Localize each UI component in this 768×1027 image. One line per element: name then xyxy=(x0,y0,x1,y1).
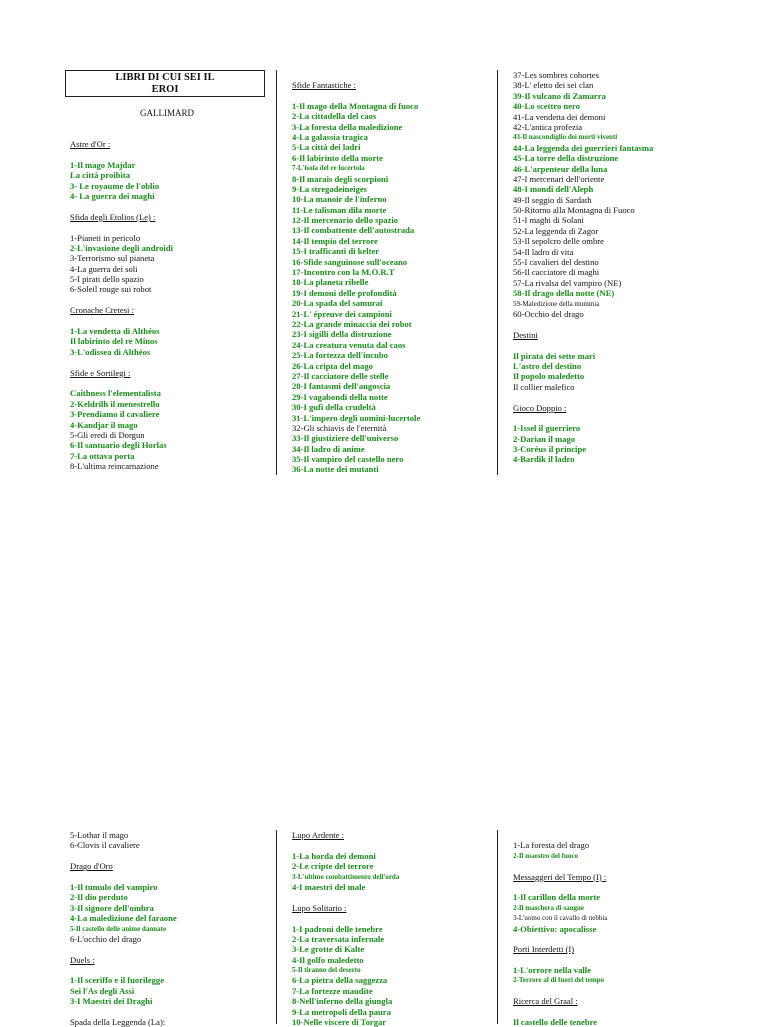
spacer xyxy=(70,295,173,305)
book-title: 2-Le cripte del terrore xyxy=(292,861,374,872)
book-title: 35-Il vampiro del castello nero xyxy=(292,454,404,465)
book-title: 2-Il maschera di sangue xyxy=(513,903,584,912)
book-title: 15-I trafficanti di kelter xyxy=(292,246,380,257)
series-heading: Messaggeri del Tempo (I) : xyxy=(513,871,607,882)
series-heading: Porti Interdetti (I) xyxy=(513,944,575,955)
book-title: 3-Terrorismo sul pianeta xyxy=(70,253,155,264)
spacer xyxy=(70,149,173,159)
book-title: 2-Darian il mago xyxy=(513,433,576,444)
bottom-column-2 xyxy=(292,830,399,1027)
spacer xyxy=(513,1007,607,1017)
book-title: 2-Keldrilh il menestrello xyxy=(70,398,160,409)
series-heading: Astre d'Or : xyxy=(70,139,111,149)
top-column-3 xyxy=(513,70,653,465)
spacer xyxy=(70,201,173,211)
spacer xyxy=(70,944,177,954)
book-title: 1-Issel il guerriero xyxy=(513,423,581,434)
book-title: 18-La planeta ribelle xyxy=(292,277,369,288)
book-title: 10-Nelle viscere di Torgar xyxy=(292,1017,387,1027)
publisher-name: GALLIMARD xyxy=(140,108,194,118)
book-title: 3-La foresta della maledizione xyxy=(292,121,403,132)
book-title: 32-Gli schiavis de l'eternità xyxy=(292,422,387,433)
book-title: 33-Il giustiziere dell'universo xyxy=(292,433,399,444)
book-title: 41-La vendetta dei demoni xyxy=(513,111,606,122)
book-title: 50-Ritorno alla Montagna di Fuoco xyxy=(513,205,635,216)
book-title: 38-L' eletto dei sei clan xyxy=(513,80,594,91)
book-title: 6-La pietra della saggezza xyxy=(292,975,388,986)
series-heading: Lupo Solitario : xyxy=(292,902,347,913)
spacer xyxy=(513,861,607,871)
bottom-column-3 xyxy=(513,830,607,1027)
book-title: 4-I maestri del male xyxy=(292,881,366,892)
book-title: 3-Le grotte di Kalte xyxy=(292,944,365,955)
series-heading: Destini xyxy=(513,329,538,340)
book-title: Il castello delle tenebre xyxy=(513,1017,598,1027)
book-title: 34-Il ladro di anime xyxy=(292,443,365,454)
series-heading: Duels : xyxy=(70,954,95,965)
book-title: Spada della Leggenda (La): xyxy=(70,1017,166,1027)
book-title: 19-I demoni delle profondità xyxy=(292,287,397,298)
book-title: 1-La horda dei demoni xyxy=(292,850,376,861)
book-title: 23-I sigilli della distruzione xyxy=(292,329,392,340)
column-divider xyxy=(497,830,498,1024)
spacer xyxy=(70,378,173,388)
series-heading: Sfide e Sortilegi : xyxy=(70,367,131,378)
book-title: 36-La notte dei mutanti xyxy=(292,464,379,475)
spacer xyxy=(513,392,653,402)
top-column-1 xyxy=(70,139,173,472)
book-title: 49-Il seggio di Sardath xyxy=(513,194,592,205)
spacer xyxy=(70,357,173,367)
book-title: 22-La grande minaccia dei robot xyxy=(292,318,412,329)
spacer xyxy=(513,882,607,892)
book-title: 6-Clovis il cavaliere xyxy=(70,840,140,851)
book-title: Il popolo maledetto xyxy=(513,371,585,382)
book-title: 2-La traversata infernale xyxy=(292,933,385,944)
book-title: 8-Nell'inferno della giungla xyxy=(292,996,393,1007)
book-title: 7-L'isola del re lucertola xyxy=(292,164,365,173)
book-title: 4-Kandjar il mago xyxy=(70,419,138,430)
book-title: 25-La fortezza dell'incubo xyxy=(292,350,388,361)
spacer xyxy=(513,934,607,944)
spacer xyxy=(292,892,399,902)
book-title: 16-Sfide sanguinose sull'oceano xyxy=(292,256,408,267)
book-title: 1-Il tumulo del vampiro xyxy=(70,881,158,892)
book-title: Il collier malefico xyxy=(513,381,575,392)
book-title: 26-La cripta del mago xyxy=(292,360,373,371)
series-heading: Ricerca del Graal : xyxy=(513,996,578,1007)
book-title: 3- Le royaume de l'oblio xyxy=(70,180,160,191)
book-title: 6-Il labirinto della morte xyxy=(292,152,383,163)
book-title: 31-L'impero degli uomini-lucertole xyxy=(292,412,421,423)
book-title: 58-Il drago della notte (NE) xyxy=(513,288,615,299)
spacer xyxy=(70,965,177,975)
book-title: 4-Obiettivo: apocalisse xyxy=(513,923,597,934)
series-heading: Cronache Cretesi : xyxy=(70,305,134,316)
book-title: 20-La spada del samurai xyxy=(292,298,383,309)
book-title: 7-La fortezze maudite xyxy=(292,985,373,996)
book-title: 13-Il combattente dell'autostrada xyxy=(292,225,415,236)
series-heading: Drago d'Oro xyxy=(70,861,113,872)
book-title: 4-Il golfo maledetto xyxy=(292,954,364,965)
book-title: 29-I vagabondi della notte xyxy=(292,391,388,402)
book-title: 55-I cavalieri del destino xyxy=(513,257,599,268)
spacer xyxy=(513,955,607,965)
book-title: 9-La metropoli della paura xyxy=(292,1006,391,1017)
book-title: 5-Il castello delle anime dannate xyxy=(70,924,167,933)
book-title: 60-Occhio del drago xyxy=(513,308,584,319)
book-title: 56-Il cacciatore di maghi xyxy=(513,267,600,278)
title-line-2: EROI xyxy=(151,84,179,95)
book-title: 5-Lothar il mago xyxy=(70,830,129,840)
series-heading: Gioco Doppio : xyxy=(513,402,567,413)
book-title: 2-Terrore al di fuori del tempo xyxy=(513,976,605,985)
book-title: 11-Le talisman dila morte xyxy=(292,204,387,215)
title-line-1: LIBRI DI CUI SEI IL xyxy=(115,72,215,83)
book-title: 12-Il mercenario dello spazio xyxy=(292,215,399,226)
bottom-column-1 xyxy=(70,830,177,1027)
book-title: 4-La galassia tragica xyxy=(292,131,368,142)
book-title: La città proibita xyxy=(70,170,130,181)
book-title: 2-Il maestro del fuoco xyxy=(513,851,578,860)
book-title: 17-Incontro con la M.O.R.T xyxy=(292,267,395,278)
book-title: 4-Bardik il ladro xyxy=(513,454,575,465)
book-title: 4-La guerra dei soli xyxy=(70,263,138,274)
series-heading: Lupo Ardente : xyxy=(292,830,345,840)
book-title: 6-Soleil rouge sui robot xyxy=(70,284,152,295)
spacer xyxy=(70,851,177,861)
document-title-box xyxy=(65,70,265,97)
column-divider xyxy=(276,70,277,475)
book-title: 5-I pirati dello spazio xyxy=(70,274,144,285)
book-title: 3-I Maestri dei Draghi xyxy=(70,996,153,1007)
book-title: 8-L'ultima reincarnazione xyxy=(70,461,159,472)
book-title: 1-Il mago della Montagna di fuoco xyxy=(292,100,419,111)
book-title: Caithness l'elementalista xyxy=(70,388,161,399)
series-heading: Sfida degli Etolios (Le) : xyxy=(70,211,156,222)
book-title: 37-Les sombres cohortes xyxy=(513,70,599,80)
book-title: 8-Il marais degli scorpioni xyxy=(292,173,389,184)
book-title: 1-L'orrore nella valle xyxy=(513,965,591,976)
spacer xyxy=(513,830,607,840)
top-column-2 xyxy=(292,80,420,475)
book-title: 4- La guerra dei maghi xyxy=(70,190,155,201)
book-title: Il labirinto del re Minos xyxy=(70,336,158,347)
spacer xyxy=(70,872,177,882)
book-title: 54-Il ladro di vita xyxy=(513,246,574,257)
book-title: 42-L'antica profezia xyxy=(513,121,583,132)
book-title: 57-La rivalsa del vampiro (NE) xyxy=(513,277,622,288)
book-title: 3-L'odissea di Althéos xyxy=(70,346,151,357)
book-title: 1-Il mago Majdar xyxy=(70,159,136,170)
book-title: 1-Il sceriffo e il fuorilegge xyxy=(70,975,165,986)
spacer xyxy=(292,913,399,923)
book-title: 1-Il carillon della morte xyxy=(513,892,601,903)
book-title: 3-L'uomo con il cavallo di nebbia xyxy=(513,914,608,923)
book-title: Il pirata dei sette mari xyxy=(513,350,596,361)
book-title: 4-La maledizione del faraone xyxy=(70,913,177,924)
book-title: 3-Il signore dell'ombra xyxy=(70,902,154,913)
spacer xyxy=(513,340,653,350)
book-title: 53-Il sepolcro delle ombre xyxy=(513,236,604,247)
spacer xyxy=(513,319,653,329)
spacer xyxy=(513,986,607,996)
book-title: 1-Pianeti in pericolo xyxy=(70,232,141,243)
column-divider xyxy=(276,830,277,1024)
book-title: 51-I maghi di Solani xyxy=(513,215,584,226)
book-title: 3-Coréus il principe xyxy=(513,444,587,455)
book-title: 1-La vendetta di Althéos xyxy=(70,326,160,337)
book-title: 3-L'ultimo combattimento dell'orda xyxy=(292,872,400,881)
series-heading: Sfide Fantastiche : xyxy=(292,80,356,90)
book-title: 2-La cittadella del caos xyxy=(292,111,377,122)
book-title: 45-La torre della distruzione xyxy=(513,153,619,164)
book-title: 6-Il santuario degli Horlas xyxy=(70,440,167,451)
book-title: 43-Il nascondiglio dei morti viventi xyxy=(513,133,618,142)
book-title: 5-La città dei ladri xyxy=(292,142,361,153)
book-title: 1-I padroni delle tenebre xyxy=(292,923,383,934)
book-title: 40-Lo scettro nero xyxy=(513,101,580,112)
spacer xyxy=(292,840,399,850)
book-title: 47-I mercenari dell'oriente xyxy=(513,173,605,184)
book-title: 9-La stregadeineiges xyxy=(292,183,368,194)
spacer xyxy=(70,222,173,232)
book-title: 46-L'arpenteur della luna xyxy=(513,163,608,174)
book-title: 52-La leggenda di Zagor xyxy=(513,225,599,236)
book-title: 48-I mondi dell'Aleph xyxy=(513,184,594,195)
book-title: 5-Gli eredi di Dorgun xyxy=(70,429,145,440)
spacer xyxy=(70,1007,177,1017)
book-title: 24-La creatura venuta dal caos xyxy=(292,339,406,350)
spacer xyxy=(292,90,420,100)
book-title: 14-Il tempio del terrore xyxy=(292,235,378,246)
book-title: 10-La manoir de l'inferno xyxy=(292,194,387,205)
book-title: 7-La ottava porta xyxy=(70,450,135,461)
spacer xyxy=(513,413,653,423)
book-title: 2-L'invasione degli androidi xyxy=(70,242,173,253)
book-title: L'astro del destino xyxy=(513,360,582,371)
book-title: 44-La leggenda dei guerrieri fantasma xyxy=(513,142,654,153)
book-title: 30-I gufi della crudeltà xyxy=(292,402,376,413)
book-title: 2-Il dio perduto xyxy=(70,892,128,903)
book-title: 3-Prendiamo il cavaliere xyxy=(70,409,160,420)
book-title: 21-L' épreuve dei campioni xyxy=(292,308,392,319)
column-divider xyxy=(497,70,498,475)
book-title: 28-I fantasmi dell'angoscia xyxy=(292,381,391,392)
book-title: 5-Il tiranno del deserto xyxy=(292,966,361,975)
book-title: 27-Il cacciatore delle stelle xyxy=(292,370,389,381)
book-title: 59-Maledizione della mummia xyxy=(513,299,600,308)
book-title: Sei l'As degli Assi xyxy=(70,985,135,996)
spacer xyxy=(70,316,173,326)
book-title: 1-La foresta del drago xyxy=(513,840,590,851)
book-title: 6-L'occhio del drago xyxy=(70,933,142,944)
book-title: 39-Il vulcano di Zamarra xyxy=(513,90,606,101)
